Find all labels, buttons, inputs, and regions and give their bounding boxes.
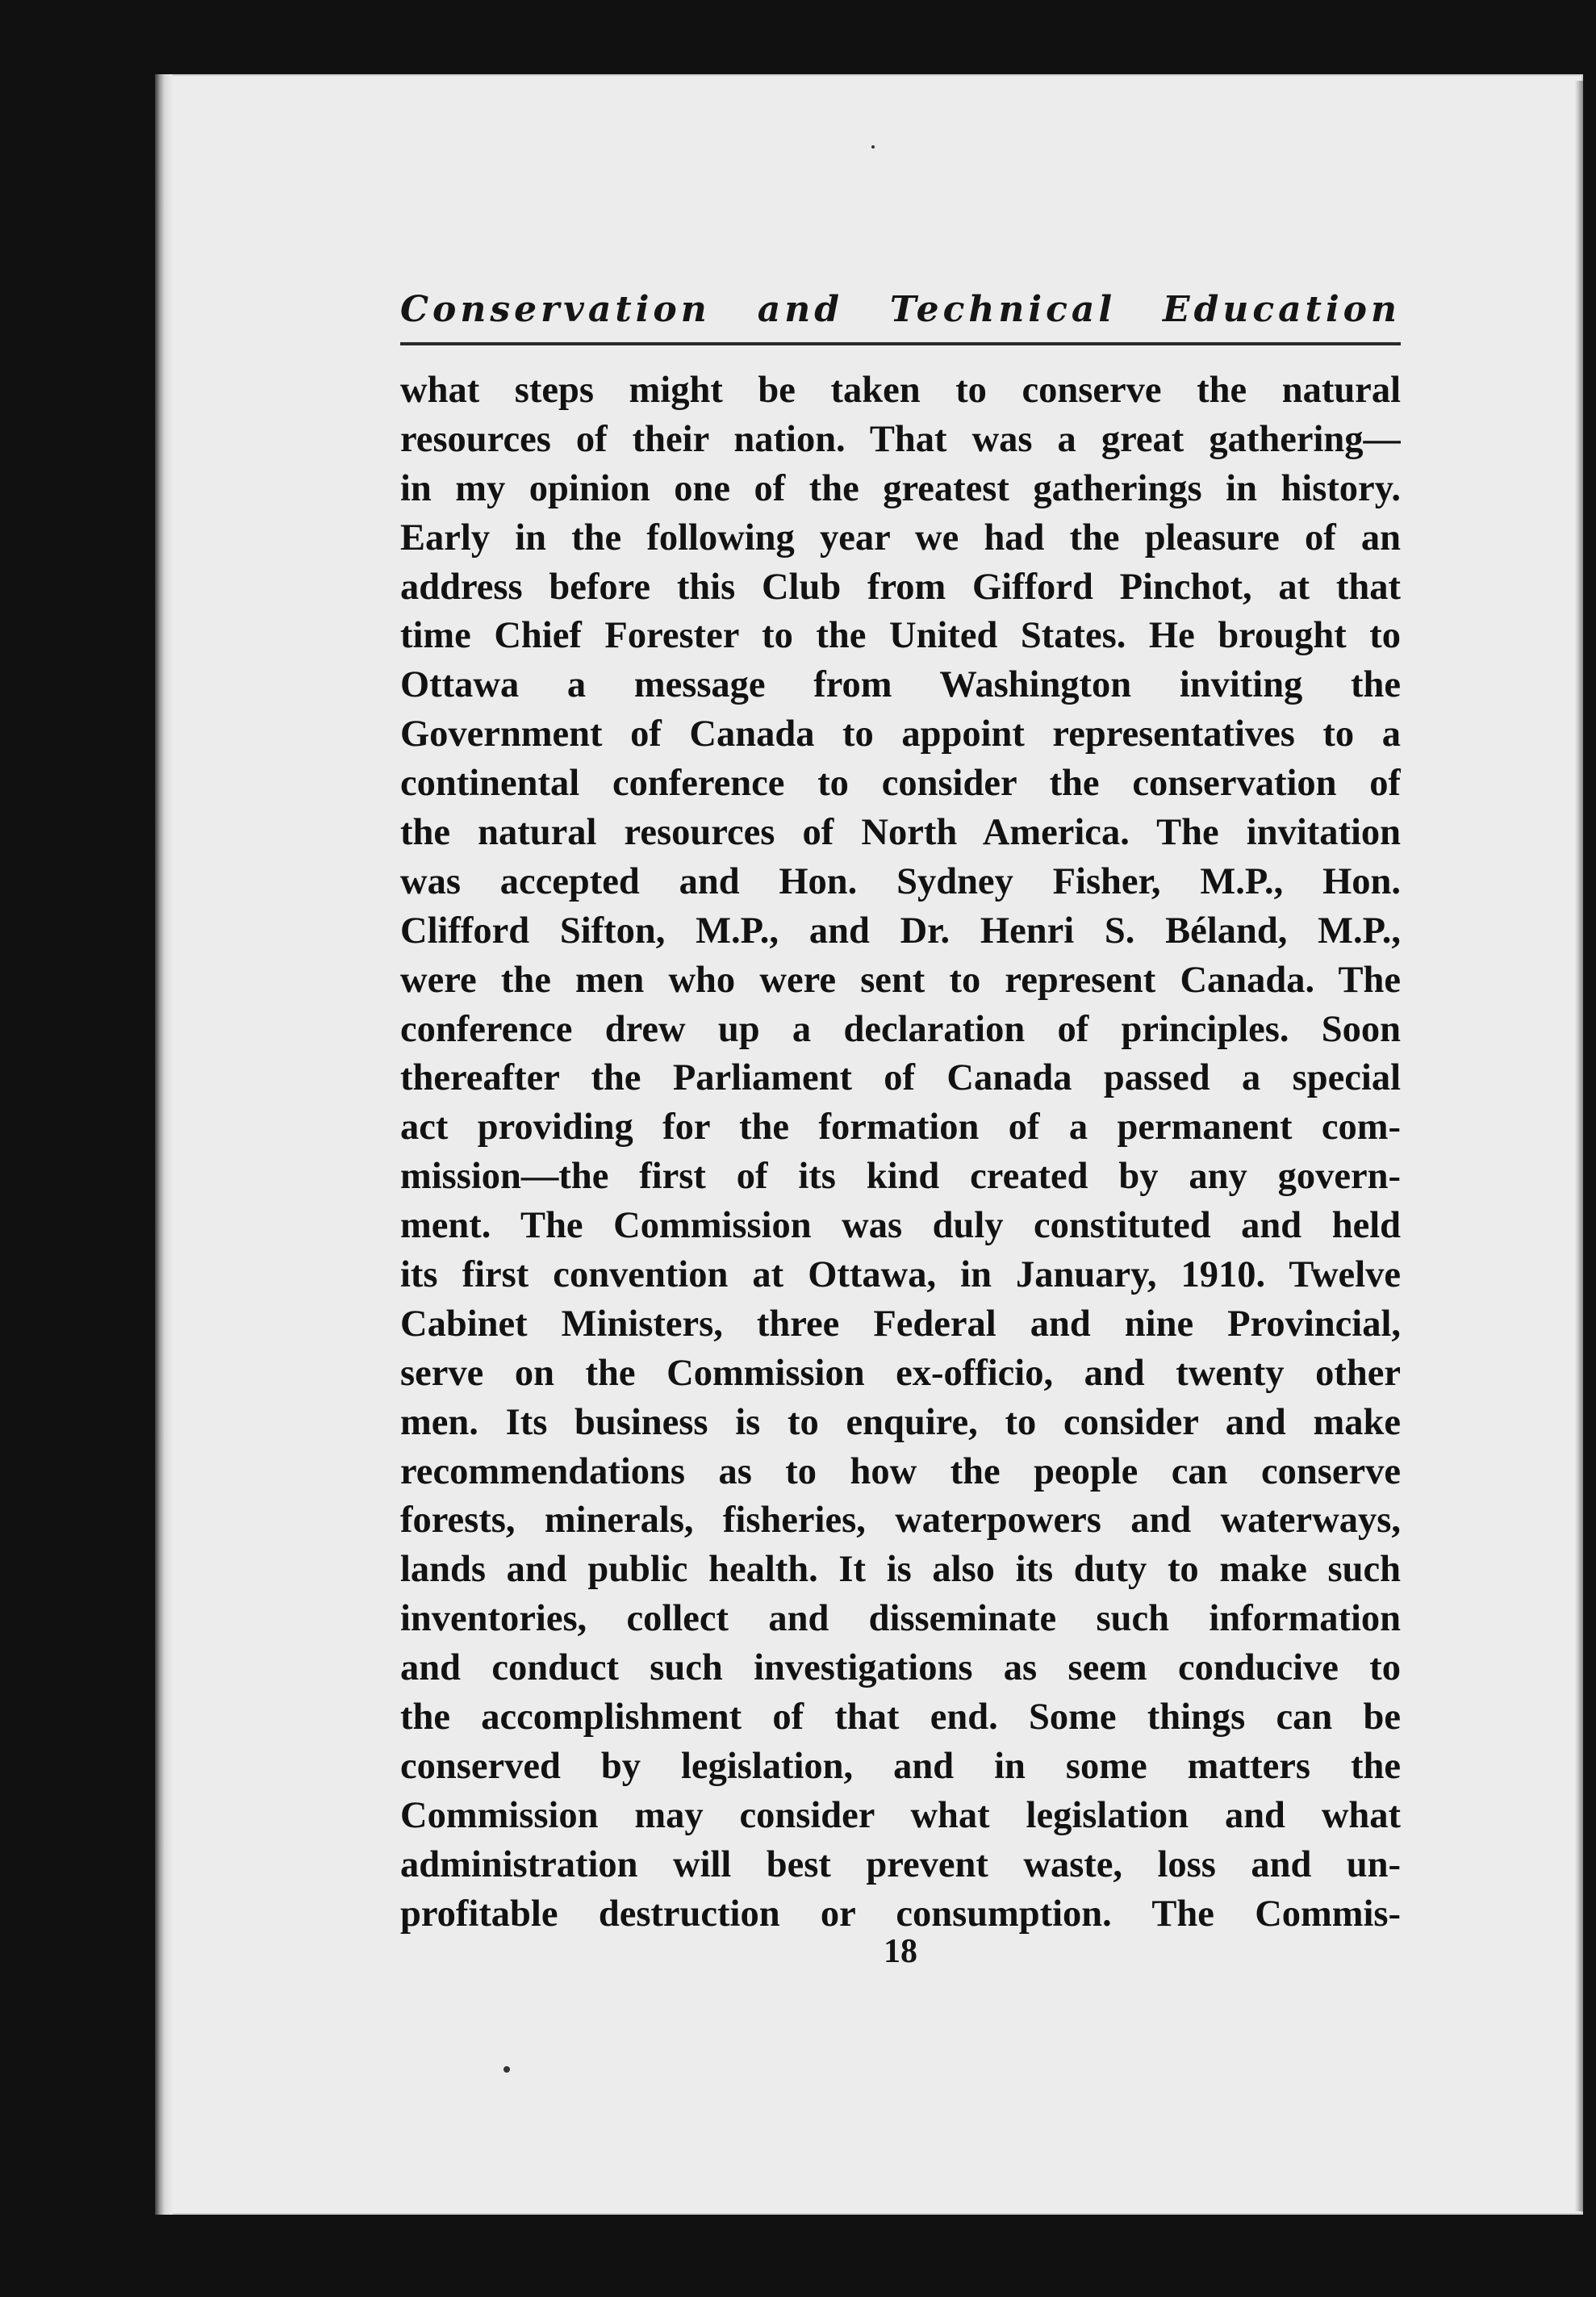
text-line: in my opinion one of the greatest gatherings in history. — [400, 467, 1401, 509]
text-line: inventories, collect and disseminate such information — [400, 1598, 1401, 1640]
text-line: were the men who were sent to represent Canada. The — [400, 959, 1401, 1001]
text-line: resources of their nation. That was a great gathering— — [400, 418, 1401, 460]
text-line: ment. The Commission was duly constituted and held — [400, 1205, 1401, 1247]
dust-speck — [503, 2066, 510, 2073]
text-line: profitable destruction or consumption. The Commis- — [400, 1893, 1401, 1935]
running-head: Conservation and Technical Education — [400, 289, 1401, 330]
text-line: Government of Canada to appoint representatives to a — [400, 713, 1401, 755]
text-line: the accomplishment of that end. Some things can be — [400, 1697, 1401, 1738]
text-line: its first convention at Ottawa, in January, 1910. Twelve — [400, 1254, 1401, 1296]
text-line: continental conference to consider the conservation of — [400, 763, 1401, 805]
text-line: mission—the first of its kind created by any govern- — [400, 1156, 1401, 1198]
text-line: serve on the Commission ex-officio, and twenty other — [400, 1352, 1401, 1394]
text-line: Commission may consider what legislation and what — [400, 1794, 1401, 1836]
page-number: 18 — [884, 1933, 917, 1970]
page-right-edge — [1575, 81, 1583, 2211]
body-text — [400, 366, 1401, 1939]
text-line: men. Its business is to enquire, to consider and make — [400, 1401, 1401, 1443]
text-line: conserved by legislation, and in some matters the — [400, 1745, 1401, 1787]
text-line: thereafter the Parliament of Canada passed a special — [400, 1057, 1401, 1099]
dust-speck — [871, 145, 875, 149]
text-line: Early in the following year we had the pleasure of an — [400, 517, 1401, 559]
page-binding-edge — [155, 74, 173, 2215]
text-line: time Chief Forester to the United States. He brought to — [400, 615, 1401, 657]
text-line: what steps might be taken to conserve the natural — [400, 370, 1401, 411]
text-line: act providing for the formation of a permanent com- — [400, 1107, 1401, 1148]
text-line: Cabinet Ministers, three Federal and nine Provincial, — [400, 1303, 1401, 1345]
text-line: recommendations as to how the people can conserve — [400, 1450, 1401, 1492]
text-line: and conduct such investigations as seem conducive to — [400, 1647, 1401, 1689]
text-line: was accepted and Hon. Sydney Fisher, M.P., Hon. — [400, 860, 1401, 902]
text-line: the natural resources of North America. The invitation — [400, 812, 1401, 854]
running-head-rule — [400, 342, 1401, 345]
text-line: Ottawa a message from Washington inviting the — [400, 664, 1401, 706]
text-line: Clifford Sifton, M.P., and Dr. Henri S. Béland, M.P., — [400, 910, 1401, 952]
text-line: address before this Club from Gifford Pinchot, at that — [400, 566, 1401, 608]
text-line: administration will best prevent waste, loss and un- — [400, 1843, 1401, 1885]
text-line: conference drew up a declaration of principles. Soon — [400, 1008, 1401, 1050]
text-line: lands and public health. It is also its duty to make such — [400, 1549, 1401, 1591]
text-line: forests, minerals, fisheries, waterpowers and waterways, — [400, 1500, 1401, 1542]
